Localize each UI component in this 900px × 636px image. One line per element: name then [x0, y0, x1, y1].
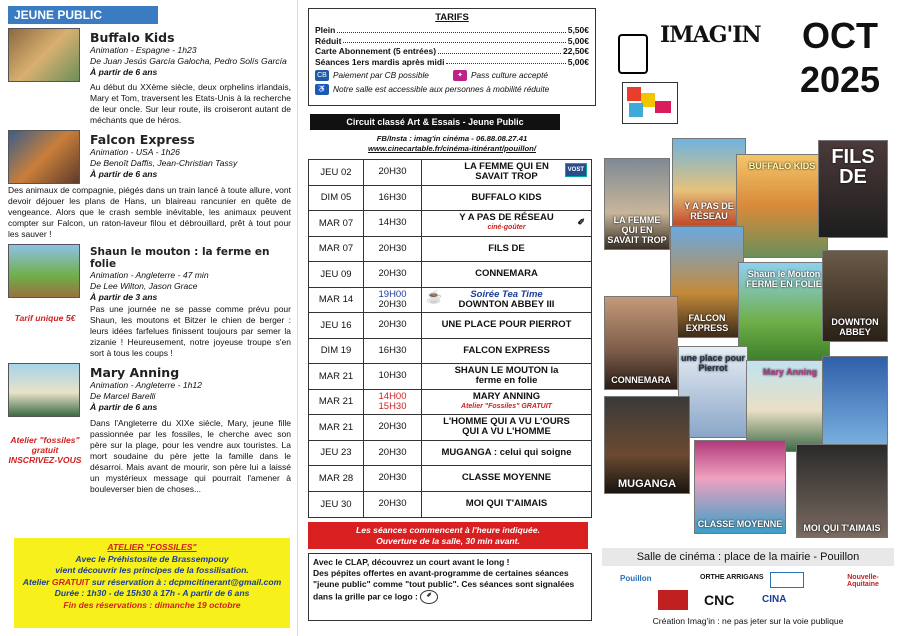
shaun-image: [8, 244, 80, 298]
schedule-row: MAR 14 19H00 20H30 ☕ Soirée Tea Time DOWNTON ABBEY III: [309, 288, 591, 314]
cine-gouter-label: ciné-goûter: [487, 224, 526, 232]
clap-title: Avec le CLAP, découvrez un court avant le long !: [313, 557, 510, 567]
year: 2025: [799, 59, 881, 100]
schedule-row: MAR 28 20H30 CLASSE MOYENNE: [309, 466, 591, 492]
projector-icon: [618, 34, 648, 74]
wheelchair-icon: ♿: [315, 84, 329, 95]
du-cinema-logo: [622, 82, 678, 124]
middle-panel: [300, 0, 600, 636]
movie-mary-anning: [8, 363, 291, 417]
schedule-row: MAR 07 14H30 Y A PAS DE RÉSEAU ciné-goûter ✐: [309, 211, 591, 237]
movie-shaun: [8, 244, 291, 303]
poster: DOWNTON ABBEY: [822, 250, 888, 342]
atelier-line: Atelier: [22, 576, 52, 587]
atelier-line: Avec le Préhistosite de Brassempouy: [75, 553, 229, 564]
circuit-banner: Circuit classé Art & Essais - Jeune Public: [310, 114, 560, 130]
atelier-note: Atelier "fossiles" gratuit INSCRIVEZ-VOUS: [8, 435, 82, 465]
atelier-box: [14, 538, 290, 628]
website-link[interactable]: www.cinecartable.fr/cinéma-itinérant/pouillon/: [367, 143, 537, 153]
atelier-line: Durée : 1h30 - de 15h30 à 17h - A partir de 6 ans: [54, 588, 250, 598]
clap-box: [308, 553, 592, 621]
pass-culture-icon: ✦: [453, 70, 467, 81]
schedule-row: MAR 21 14H00 15H30 MARY ANNING Atelier "Fossiles" GRATUIT: [309, 390, 591, 416]
movie-synopsis: Des animaux de compagnie, piégés dans un train lancé à toute allure, vont devoir déjouer les plans de Hans, un blaireau rancunier en quête de vengeance. Alors que le crash semble inévitable, les animaux peuvent compter sur Falcon, un raton-laveur filou et débrouillard, prêt à tout pour les sauver !: [8, 185, 291, 239]
atelier-email[interactable]: sur réservation à : dcpmcitinerant@gmail.com: [89, 576, 282, 587]
poster: CLASSE MOYENNE: [694, 440, 786, 534]
tarif-row: Réduit 5,00€: [315, 35, 589, 46]
atelier-line: vient découvrir les principes de la fossilisation.: [55, 565, 249, 575]
movie-age: À partir de 3 ans: [90, 292, 158, 302]
poster: LA FEMME QUI EN SAVAIT TROP: [604, 158, 670, 250]
tarif-unique-note: Tarif unique 5€: [14, 313, 76, 323]
cb-text: Paiement par CB possible: [333, 70, 429, 80]
landes-logo: [770, 572, 804, 588]
social-contact: FB/Insta : imag'in cinéma - 06.88.08.27.41: [376, 134, 528, 143]
atelier-deadline: Fin des réservations : dimanche 19 octobre: [63, 599, 241, 610]
tarifs-title: TARIFS: [435, 12, 469, 23]
schedule-row: MAR 21 10H30 SHAUN LE MOUTON la ferme en folie: [309, 364, 591, 390]
vost-badge: VOST: [565, 163, 587, 177]
movie-directors: De Marcel Barelli: [90, 391, 156, 401]
schedule-row: JEU 02 20H30 LA FEMME QUI EN SAVAIT TROP VOST: [309, 160, 591, 186]
opening-banner: [308, 522, 588, 549]
movie-directors: De Lee Wilton, Jason Grace: [90, 281, 198, 291]
movie-age: À partir de 6 ans: [90, 402, 158, 412]
contact-info: [308, 134, 596, 153]
schedule-row: MAR 07 20H30 FILS DE: [309, 237, 591, 263]
movie-directors: De Benoît Daffis, Jean-Christian Tassy: [90, 158, 238, 168]
schedule-row: MAR 21 20H30 L'HOMME QUI A VU L'OURS QUI A VU L'HOMME: [309, 415, 591, 441]
poster: FALCON EXPRESS: [670, 226, 744, 338]
movie-title: Buffalo Kids: [90, 30, 175, 45]
movie-meta: Animation - USA - 1h26: [90, 147, 180, 157]
cina-logo: CINA: [762, 594, 787, 605]
left-panel: [0, 0, 298, 636]
banner-line: Les séances commencent à l'heure indiquée.: [355, 525, 540, 535]
movie-title: Falcon Express: [90, 132, 195, 147]
schedule-row: DIM 19 16H30 FALCON EXPRESS: [309, 339, 591, 365]
cnc-logo: CNC: [704, 592, 735, 608]
schedule-row: JEU 23 20H30 MUGANGA : celui qui soigne: [309, 441, 591, 467]
tarifs-box: [308, 8, 596, 106]
pass-text: Pass culture accepté: [471, 70, 549, 80]
access-text: Notre salle est accessible aux personnes à mobilité réduite: [333, 84, 550, 94]
payment-info: [315, 69, 589, 81]
teacup-icon: ☕: [426, 288, 443, 304]
movie-falcon-express: [8, 130, 291, 184]
orthe-logo: ORTHE ARRIGANS: [700, 574, 764, 581]
pouillon-logo: Pouillon: [620, 574, 652, 583]
poster: CONNEMARA: [604, 296, 678, 390]
movie-synopsis: Dans l'Angleterre du XIXe siècle, Mary, jeune fille passionnée par les fossiles, le cherche avec son père sur la plage, pour les vendre aux touristes. La mort soudaine du père jette la famille dans le désarroi. Mais avant de mourir, son père lui a laissé un mystérieux message qui pourrait l'amener à bouleverser bien de choses...: [90, 418, 291, 494]
movie-age: À partir de 6 ans: [90, 169, 158, 179]
right-panel: [600, 0, 900, 636]
credits: Création Imag'in : ne pas jeter sur la voie publique: [652, 616, 844, 626]
movie-title: Mary Anning: [90, 365, 180, 380]
tarif-row: Carte Abonnement (5 entrées) 22,50€: [315, 46, 589, 56]
schedule-table: [308, 159, 592, 518]
poster: [822, 356, 888, 446]
movie-synopsis: Pas une journée ne se passe comme prévu pour Shaun, les moutons et Bitzer le chien de berger : leurs idées farfelues finissent toujours par semer la zizanie ! Heureusement, notre joyeuse troupe s'en sort à tous les coups !: [90, 304, 291, 358]
schedule-row: JEU 30 20H30 MOI QUI T'AIMAIS: [309, 492, 591, 518]
clap-logo-icon: ✐: [420, 590, 438, 604]
falcon-express-image: [8, 130, 80, 184]
schedule-row: JEU 16 20H30 UNE PLACE POUR PIERROT: [309, 313, 591, 339]
poster: Mary Anning: [746, 360, 834, 452]
partner-square-logo: [658, 590, 688, 610]
poster: FILS DE: [818, 140, 888, 238]
movie-title: Shaun le mouton : la ferme en folie: [90, 246, 270, 270]
tea-time-label: Soirée Tea Time: [470, 288, 543, 300]
section-title: JEUNE PUBLIC: [8, 6, 158, 24]
movie-meta: Animation - Angleterre - 47 min: [90, 270, 209, 280]
month-year: [785, 14, 895, 102]
clap-icon: ✐: [577, 217, 585, 227]
poster: Y A PAS DE RÉSEAU: [672, 138, 746, 226]
schedule-row: JEU 09 20H30 CONNEMARA: [309, 262, 591, 288]
movie-buffalo-kids: [8, 28, 291, 82]
month: OCT: [802, 15, 878, 56]
movie-directors: De Juan Jesús García Galocha, Pedro Solís García: [90, 56, 287, 66]
movie-meta: Animation - Espagne - 1h23: [90, 45, 197, 55]
tarif-row: Plein 5,50€: [315, 25, 589, 35]
banner-line: Ouverture de la salle, 30 min avant.: [376, 535, 520, 546]
tarif-row: Séances 1ers mardis après midi 5,00€: [315, 56, 589, 67]
poster: BUFFALO KIDS: [736, 154, 828, 258]
movie-meta: Animation - Angleterre - 1h12: [90, 380, 202, 390]
poster: une place pour Pierrot: [678, 346, 748, 438]
access-info: [315, 83, 589, 95]
mary-anning-image: [8, 363, 80, 417]
movie-synopsis: Au début du XXème siècle, deux orphelins irlandais, Mary et Tom, traversent les Etats-Unis à la recherche de leur oncle. Sur leur route, ils croiseront autant de méchants que de héros.: [90, 82, 291, 125]
venue-address: Salle de cinéma : place de la mairie - Pouillon: [602, 548, 894, 566]
partner-logos: [610, 570, 890, 616]
movie-age: À partir de 6 ans: [90, 67, 158, 77]
poster: MUGANGA: [604, 396, 690, 494]
imagin-logo: [610, 12, 780, 122]
buffalo-kids-image: [8, 28, 80, 82]
atelier-label: Atelier "Fossiles" GRATUIT: [461, 402, 552, 410]
brand-name: IMAG'IN: [660, 22, 761, 48]
poster: MOI QUI T'AIMAIS: [796, 444, 888, 538]
credit-card-icon: CB: [315, 70, 329, 81]
clap-text: Des pépites offertes en avant-programme de certaines séances "jeune public" comme "tout public". Ces séances sont signalées dans la grille par ce logo :: [313, 568, 575, 602]
atelier-title: ATELIER "FOSSILES": [107, 542, 197, 552]
schedule-row: DIM 05 16H30 BUFFALO KIDS: [309, 186, 591, 212]
poster: Shaun le Mouton FERME EN FOLIE: [738, 262, 830, 362]
nouvelle-aquitaine-logo: Nouvelle-Aquitaine: [847, 574, 879, 588]
atelier-gratuit: GRATUIT: [51, 576, 90, 587]
